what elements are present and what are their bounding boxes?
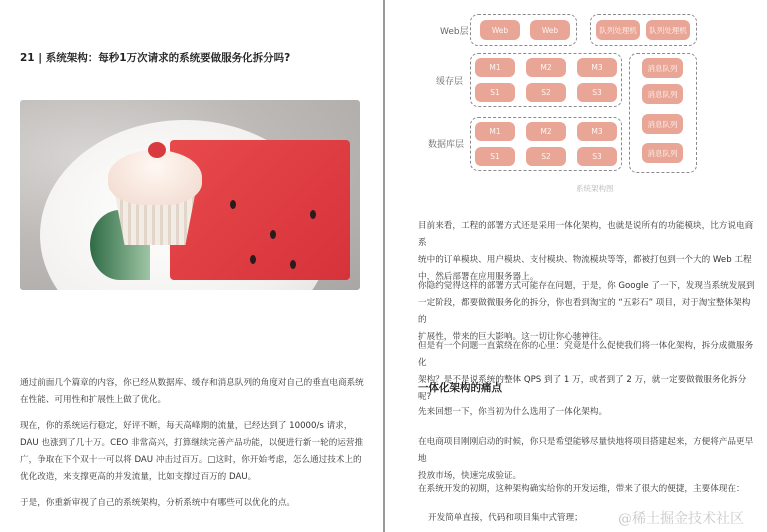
cache-slave-box: S3	[577, 83, 617, 102]
cupcake-berry	[148, 142, 166, 158]
paragraph	[418, 278, 758, 346]
paragraph	[418, 434, 758, 485]
paragraph	[418, 404, 758, 421]
text-line: 但是有一个问题一直萦绕在你的心里：究竟是什么促使我们将一体化架构，拆分成微服务化	[418, 341, 754, 368]
db-master-box: M2	[526, 122, 566, 141]
paragraph	[20, 418, 370, 486]
diagram-caption: 系统架构图	[576, 184, 614, 193]
list-item: 开发简单直接，代码和项目集中式管理；	[428, 513, 583, 523]
seed	[230, 200, 236, 209]
text-line: 在电商项目刚刚启动的时候，你只是希望能够尽量快地将项目搭建起来，方便将产品更早地	[418, 437, 754, 464]
queue-processor-box: 队列处理机	[646, 20, 690, 40]
paragraph	[418, 481, 758, 498]
message-queue-box: 消息队列	[642, 114, 683, 134]
article-title: 21 | 系统架构：每秒1万次请求的系统要做服务化拆分吗?	[20, 52, 291, 64]
db-master-box: M1	[475, 122, 515, 141]
message-queue-box: 消息队列	[642, 143, 683, 163]
cache-master-box: M1	[475, 58, 515, 77]
watermark: @稀土掘金技术社区	[618, 511, 744, 527]
text-line: 你隐约觉得这样的部署方式可能存在问题，于是，你 Google 了一下，发现当系统发展到	[418, 281, 755, 291]
text-line: DAU 也涨到了几十万。CEO 非常高兴，打算继续完善产品功能，以便进行新一轮的运营推	[20, 438, 364, 448]
section-heading: 一体化架构的痛点	[418, 382, 502, 394]
paragraph	[418, 218, 758, 286]
message-queue-box: 消息队列	[642, 84, 683, 104]
db-slave-box: S3	[577, 147, 617, 166]
cache-master-box: M2	[526, 58, 566, 77]
text-line: 一定阶段，都要做微服务化的拆分，你也看到淘宝的 “五彩石” 项目，对于淘宝整体架构的	[418, 298, 751, 325]
text-line: 在系统开发的初期，这种架构确实给你的开发运维，带来了很大的便捷，主要体现在：	[418, 484, 745, 494]
text-line: 优化改造，来支撑更高的并发流量，比如支撑过百万的 DAU。	[20, 472, 257, 482]
cache-master-box: M3	[577, 58, 617, 77]
text-line: 投放市场，快速完成验证。	[418, 471, 522, 481]
text-line: 广，争取在下个双十一可以将 DAU 冲击过百万。□这时，你开始考虑，怎么通过技术上的	[20, 455, 362, 465]
db-master-box: M3	[577, 122, 617, 141]
text-line: 架构？是不是说系统的整体 QPS 到了 1 万，或者到了 2 万，就一定要做微服务化拆分呢?	[418, 375, 747, 402]
message-queue-box: 消息队列	[642, 58, 683, 78]
seed	[250, 255, 256, 264]
queue-processor-box: 队列处理机	[596, 20, 640, 40]
paragraph	[20, 495, 370, 512]
seed	[310, 210, 316, 219]
cupcake-frosting	[108, 150, 202, 205]
watermelon-napkin	[170, 140, 350, 280]
text-line: 于是，你重新审视了自己的系统架构，分析系统中有哪些可以优化的点。	[20, 498, 296, 508]
seed	[270, 230, 276, 239]
seed	[290, 260, 296, 269]
text-line: 中，然后部署在应用服务器上。	[418, 272, 539, 282]
text-line: 现在，你的系统运行稳定，好评不断，每天高峰期的流量，已经达到了 10000/s 请求，	[20, 421, 353, 431]
layer-label-cache: 缓存层	[436, 77, 464, 87]
cupcake-photo	[20, 100, 360, 290]
web-box: Web	[530, 20, 570, 40]
web-box: Web	[480, 20, 520, 40]
text-line: 在性能、可用性和扩展性上做了优化。	[20, 395, 167, 405]
text-line: 目前来看，工程的部署方式还是采用一体化架构，也就是说所有的功能模块，比方说电商系	[418, 221, 754, 248]
db-slave-box: S2	[526, 147, 566, 166]
layer-label-web: Web层	[440, 27, 469, 37]
text-line: 统中的订单模块、用户模块、支付模块、物流模块等等，都被打包到一个大的 Web 工程	[418, 255, 752, 265]
text-line: 先来回想一下，你当初为什么选用了一体化架构。	[418, 407, 608, 417]
paragraph	[20, 375, 370, 409]
text-line: 扩展性，带来的巨大影响。这一切让你心驰神往。	[418, 332, 608, 342]
db-slave-box: S1	[475, 147, 515, 166]
cache-slave-box: S2	[526, 83, 566, 102]
layer-label-db: 数据库层	[428, 140, 465, 150]
text-line: 通过前面几个篇章的内容，你已经从数据库、缓存和消息队列的角度对自己的垂直电商系统	[20, 378, 364, 388]
paragraph	[418, 338, 758, 406]
cache-slave-box: S1	[475, 83, 515, 102]
page-divider	[383, 0, 385, 532]
